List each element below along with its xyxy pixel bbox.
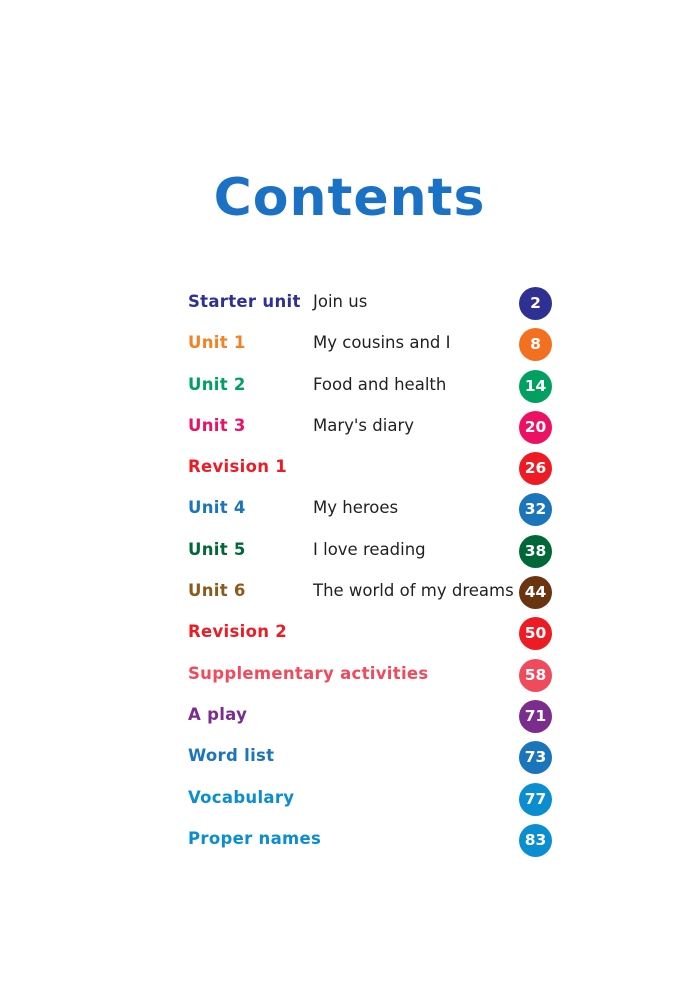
toc-unit-label: Unit 6: [188, 581, 246, 601]
toc-unit-label: Unit 4: [188, 498, 246, 518]
toc-row[interactable]: [188, 457, 568, 498]
toc-unit-label: Unit 2: [188, 374, 246, 394]
toc-row[interactable]: [188, 375, 568, 416]
toc-page-badge[interactable]: 77: [519, 783, 552, 816]
toc-page-badge[interactable]: 73: [519, 741, 552, 774]
toc-entry-title: Join us: [313, 292, 368, 311]
toc-unit-label: Unit 3: [188, 415, 246, 435]
toc-row[interactable]: [188, 622, 568, 663]
toc-unit-label: Unit 1: [188, 333, 246, 353]
toc-row[interactable]: [188, 498, 568, 539]
toc-entry-title: Food and health: [313, 374, 447, 394]
toc-row[interactable]: [188, 540, 568, 581]
toc-row[interactable]: [188, 416, 568, 457]
toc-row[interactable]: [188, 292, 568, 333]
toc-page-badge[interactable]: 50: [519, 617, 552, 650]
table-of-contents: [188, 292, 568, 870]
toc-unit-label: Vocabulary: [188, 787, 295, 807]
toc-entry-title: My heroes: [313, 498, 399, 518]
toc-entry-title: The world of my dreams: [313, 581, 514, 601]
toc-row[interactable]: [188, 333, 568, 374]
toc-page-badge[interactable]: 71: [519, 700, 552, 733]
toc-unit-label: Revision 2: [188, 622, 288, 642]
toc-row[interactable]: [188, 581, 568, 622]
toc-page-badge[interactable]: 14: [519, 370, 552, 403]
toc-page-badge[interactable]: 8: [519, 328, 552, 361]
toc-page-badge[interactable]: 83: [519, 824, 552, 857]
toc-entry-title: My cousins and I: [313, 333, 451, 353]
toc-page-badge[interactable]: 20: [519, 411, 552, 444]
toc-page-badge[interactable]: 32: [519, 493, 552, 526]
toc-page-badge[interactable]: 44: [519, 576, 552, 609]
toc-row[interactable]: [188, 829, 568, 870]
toc-unit-label: Word list: [188, 746, 275, 766]
toc-row[interactable]: [188, 788, 568, 829]
page-title: Contents: [213, 168, 486, 228]
toc-unit-label: Starter unit: [188, 292, 301, 311]
toc-entry-title: Mary's diary: [313, 415, 414, 435]
toc-page-badge[interactable]: 38: [519, 535, 552, 568]
toc-row[interactable]: [188, 664, 568, 705]
toc-page-badge[interactable]: 26: [519, 452, 552, 485]
toc-page-badge[interactable]: 2: [519, 287, 552, 320]
toc-entry-title: I love reading: [313, 539, 426, 559]
toc-row[interactable]: [188, 746, 568, 787]
toc-unit-label: Proper names: [188, 828, 322, 848]
toc-unit-label: A play: [188, 704, 248, 724]
toc-page-badge[interactable]: 58: [519, 659, 552, 692]
toc-row[interactable]: [188, 705, 568, 746]
toc-unit-label: Revision 1: [188, 457, 288, 477]
toc-unit-label: Supplementary activities: [188, 663, 429, 683]
toc-unit-label: Unit 5: [188, 539, 246, 559]
